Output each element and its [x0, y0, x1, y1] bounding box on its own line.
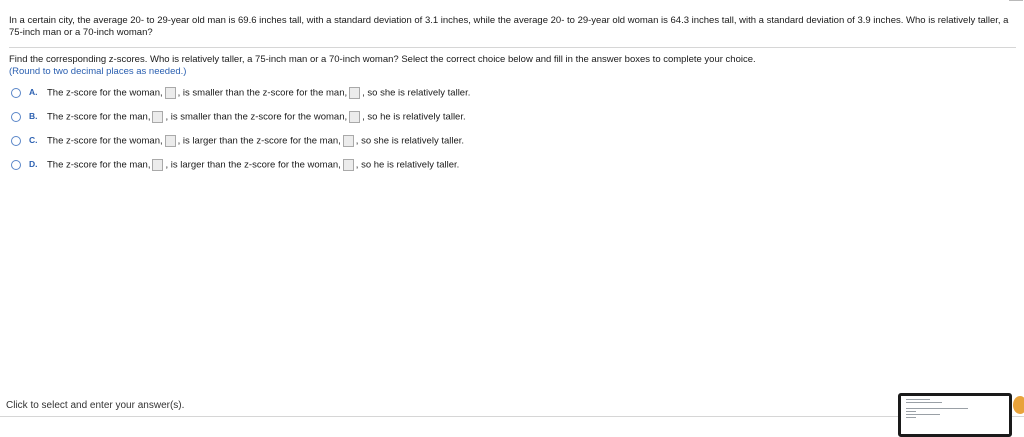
thumbnail-line — [906, 417, 916, 418]
answer-box-woman-z[interactable] — [343, 159, 354, 171]
choice-letter: C. — [29, 134, 38, 145]
question-text: In a certain city, the average 20- to 29-year old man is 69.6 inches tall, with a standard deviation of 3.1 inches, while the average 20- to 29-year old woman is 64.3 inches tall, with a standard deviation of 3.9 inches. Who is relatively taller, a 75-inch man or a 70-inch woman? — [9, 15, 1009, 38]
choice-text — [47, 111, 466, 123]
choice-c[interactable] — [11, 133, 470, 149]
choice-letter: D. — [29, 158, 38, 169]
choice-text-part: The z-score for the man, — [47, 159, 151, 171]
choice-text-part: , is smaller than the z-score for the woman, — [165, 111, 348, 123]
choice-a[interactable] — [11, 85, 470, 101]
choice-text-part: , is smaller than the z-score for the man, — [177, 87, 348, 99]
choice-text-part: , is larger than the z-score for the woman, — [165, 159, 341, 171]
radio-button-c[interactable] — [11, 136, 21, 146]
divider — [9, 47, 1016, 48]
choice-b[interactable] — [11, 109, 470, 125]
thumbnail-line — [906, 411, 916, 412]
choice-letter: A. — [29, 86, 38, 97]
choice-text-part: , so he is relatively taller. — [362, 111, 466, 123]
thumbnail-line — [906, 414, 940, 415]
answer-box-man-z[interactable] — [152, 159, 163, 171]
thumbnail-line — [906, 399, 930, 400]
answer-box-woman-z[interactable] — [165, 135, 176, 147]
answer-box-woman-z[interactable] — [165, 87, 176, 99]
choice-text — [47, 159, 459, 171]
choice-d[interactable] — [11, 157, 470, 173]
choice-text-part: , so she is relatively taller. — [362, 87, 471, 99]
choice-text-part: The z-score for the woman, — [47, 87, 163, 99]
status-text: Click to select and enter your answer(s). — [6, 400, 185, 411]
choice-text — [47, 135, 464, 147]
answer-box-man-z[interactable] — [343, 135, 354, 147]
answer-box-woman-z[interactable] — [349, 111, 360, 123]
answer-box-man-z[interactable] — [152, 111, 163, 123]
choice-text-part: , so he is relatively taller. — [355, 159, 460, 171]
help-badge-icon[interactable] — [1013, 396, 1024, 414]
radio-button-b[interactable] — [11, 112, 21, 122]
choice-letter: B. — [29, 110, 38, 121]
rounding-hint: (Round to two decimal places as needed.) — [9, 66, 187, 77]
radio-button-d[interactable] — [11, 160, 21, 170]
radio-button-a[interactable] — [11, 88, 21, 98]
instruction-text: Find the corresponding z-scores. Who is relatively taller, a 75-inch man or a 70-inch woman? Select the correct choice below and fill in the answer boxes to complete your choice. — [9, 54, 756, 65]
choice-text-part: , is larger than the z-score for the man, — [177, 135, 341, 147]
choice-text-part: , so she is relatively taller. — [355, 135, 465, 147]
thumbnail-line — [906, 408, 968, 409]
thumbnail-line — [906, 402, 942, 403]
choice-text-part: The z-score for the woman, — [47, 135, 163, 147]
answer-choices — [11, 85, 470, 181]
footer-divider — [0, 416, 1024, 417]
answer-box-man-z[interactable] — [349, 87, 360, 99]
question-preview-thumbnail[interactable] — [898, 393, 1012, 437]
choice-text — [47, 87, 470, 99]
choice-text-part: The z-score for the man, — [47, 111, 151, 123]
corner-mark — [1009, 0, 1023, 3]
